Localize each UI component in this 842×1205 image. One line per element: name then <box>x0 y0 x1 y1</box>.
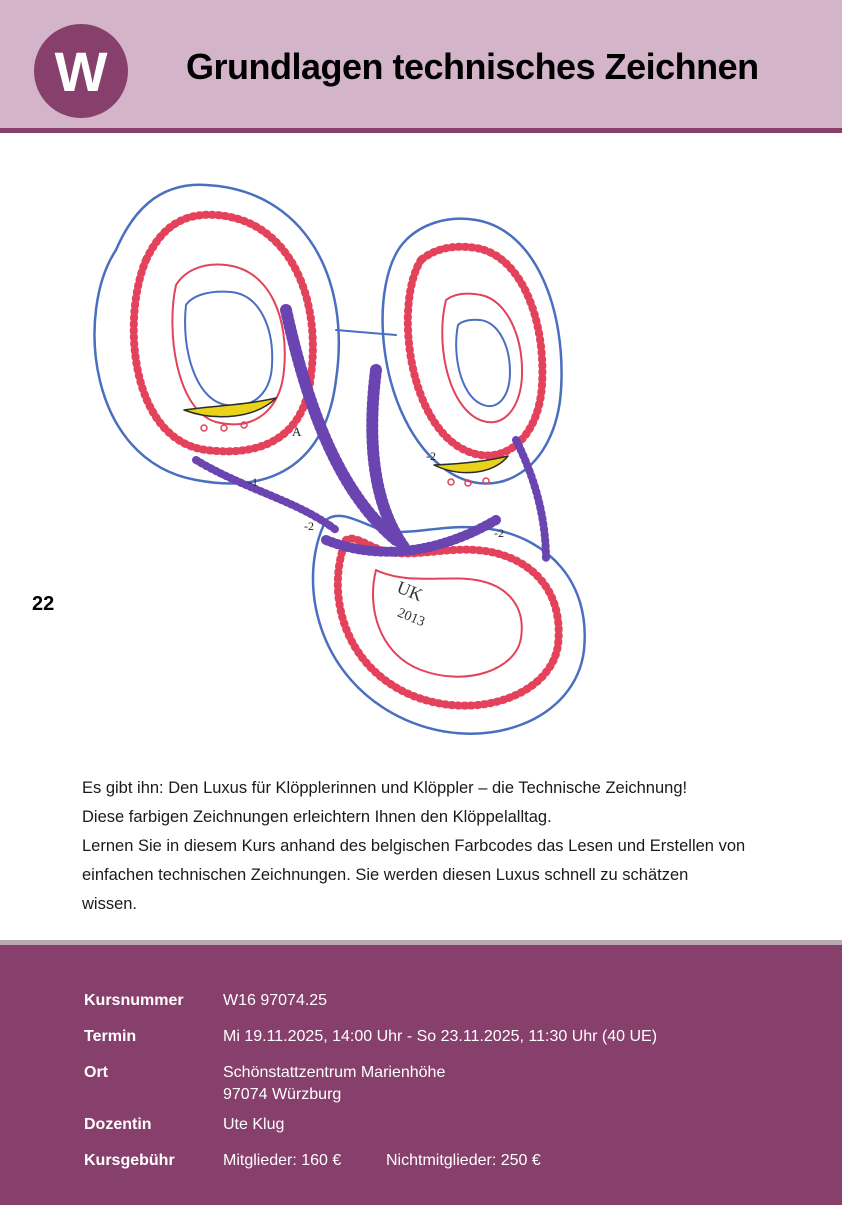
fee-members-value: Mitglieder: 160 € <box>223 1152 342 1169</box>
lace-pattern-illustration <box>76 160 596 760</box>
ort-label: Ort <box>84 1064 108 1081</box>
lace-leaf-left <box>184 398 276 417</box>
description-line: einfachen technischen Zeichnungen. Sie werden diesen Luxus schnell zu schätzen <box>82 866 689 884</box>
lace-mark-a: A <box>292 424 302 439</box>
kursgebuehr-label: Kursgebühr <box>84 1152 175 1169</box>
lace-left-lobe <box>95 185 339 484</box>
description-line: Es gibt ihn: Den Luxus für Klöpplerinnen und Klöppler – die Technische Zeichnung! <box>82 779 688 797</box>
dozentin-label: Dozentin <box>84 1116 152 1133</box>
page-number: 22 <box>32 593 55 615</box>
dozentin-value: Ute Klug <box>223 1116 285 1133</box>
ort-line2: 97074 Würzburg <box>223 1086 342 1103</box>
page-header <box>0 0 842 128</box>
page-title: Grundlagen technisches Zeichnen <box>186 46 759 87</box>
lace-mark-2b: -2 <box>494 526 504 540</box>
course-description <box>82 774 782 919</box>
lace-purple-braids <box>196 310 546 560</box>
lace-signature-year: 2013 <box>395 605 427 631</box>
termin-value: Mi 19.11.2025, 14:00 Uhr - So 23.11.2025, 11:30 Uhr (40 UE) <box>223 1028 658 1045</box>
description-line: Lernen Sie in diesem Kurs anhand des belgischen Farbcodes das Lesen und Erstellen von <box>82 837 746 855</box>
fee-nonmembers-value: Nichtmitglieder: 250 € <box>386 1152 541 1169</box>
header-divider <box>0 128 842 133</box>
kursnummer-value: W16 97074.25 <box>223 992 328 1009</box>
lace-mark-1: -1 <box>248 475 258 489</box>
termin-label: Termin <box>84 1028 137 1045</box>
lace-right-lobe <box>383 219 562 484</box>
lace-mark-2a: -2 <box>304 519 314 533</box>
lace-signature: UK <box>394 576 426 606</box>
description-line: Diese farbigen Zeichnungen erleichtern Ihnen den Klöppelalltag. <box>82 808 552 826</box>
kursnummer-label: Kursnummer <box>84 992 184 1009</box>
category-badge: W <box>34 24 128 118</box>
fee-members <box>223 1150 541 1172</box>
lace-mark-2c: -2 <box>426 449 436 463</box>
description-line: wissen. <box>82 895 138 913</box>
ort-line1: Schönstattzentrum Marienhöhe <box>223 1064 446 1081</box>
lace-leaf-right <box>434 456 508 473</box>
